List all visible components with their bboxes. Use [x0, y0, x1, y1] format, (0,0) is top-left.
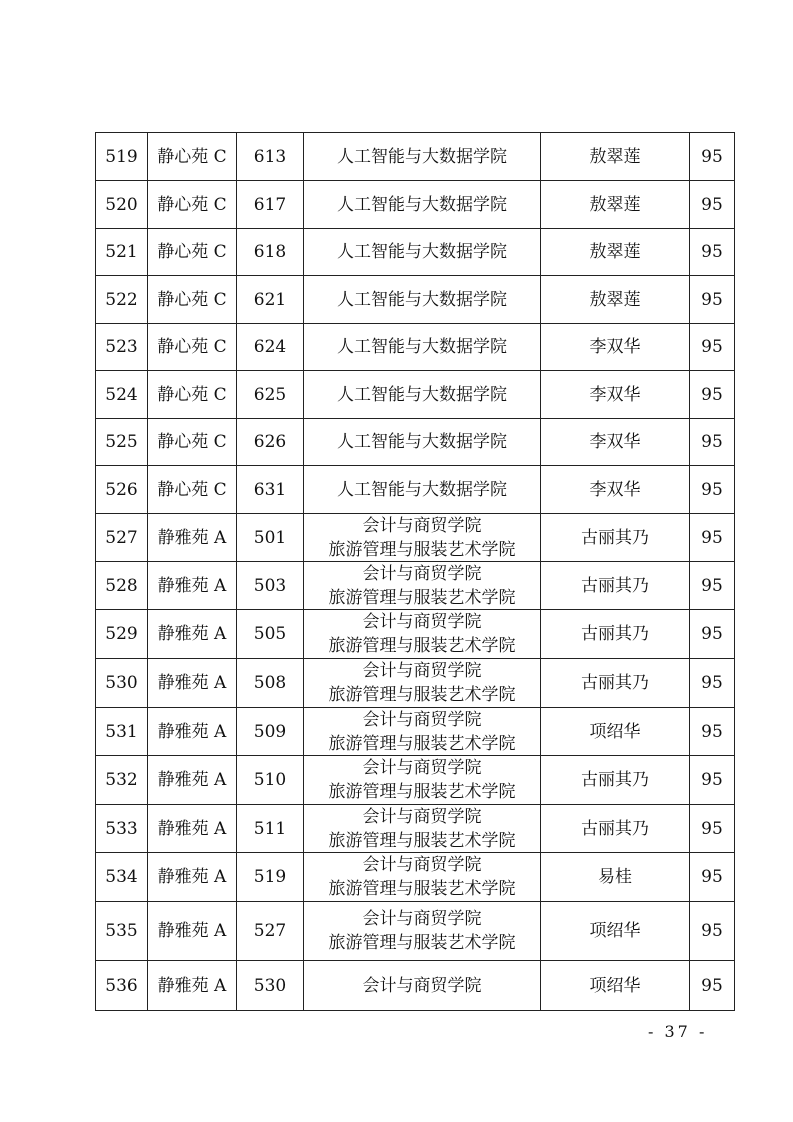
score-cell: 95 [690, 181, 735, 229]
department-name: 会计与商贸学院 [362, 709, 482, 730]
row-number-cell: 536 [96, 961, 148, 1011]
department-name: 会计与商贸学院 [362, 855, 482, 875]
department-name: 旅游管理与服装艺术学院 [328, 830, 516, 851]
department-cell [304, 276, 541, 324]
department-name: 会计与商贸学院 [362, 612, 482, 632]
manager-cell: 易桂 [541, 853, 690, 902]
department-name: 旅游管理与服装艺术学院 [328, 782, 516, 802]
row-number-cell: 526 [96, 466, 148, 514]
row-number-cell: 522 [96, 276, 148, 324]
department-cell [304, 419, 541, 466]
score-cell: 95 [690, 276, 735, 324]
department-cell [304, 708, 541, 756]
score-cell: 95 [690, 229, 735, 276]
room-cell: 505 [237, 610, 304, 659]
row-number-cell: 524 [96, 371, 148, 419]
manager-cell: 古丽其乃 [541, 756, 690, 805]
manager-cell: 敖翠莲 [541, 229, 690, 276]
table-row [96, 276, 735, 324]
department-cell [304, 466, 541, 514]
manager-cell: 项绍华 [541, 708, 690, 756]
score-cell: 95 [690, 961, 735, 1011]
table-row [96, 961, 735, 1011]
score-cell: 95 [690, 514, 735, 562]
score-cell: 95 [690, 853, 735, 902]
table-row [96, 229, 735, 276]
table-row [96, 371, 735, 419]
department-cell [304, 514, 541, 562]
department-cell [304, 756, 541, 805]
department-name: 会计与商贸学院 [362, 661, 482, 681]
room-cell: 509 [237, 708, 304, 756]
building-cell: 静雅苑 A [148, 514, 237, 562]
building-cell: 静雅苑 A [148, 853, 237, 902]
dormitory-score-table [95, 132, 735, 1011]
department-name: 旅游管理与服装艺术学院 [328, 733, 516, 754]
room-cell: 624 [237, 324, 304, 371]
score-cell: 95 [690, 756, 735, 805]
manager-cell: 李双华 [541, 419, 690, 466]
score-cell: 95 [690, 419, 735, 466]
table-row [96, 902, 735, 961]
manager-cell: 李双华 [541, 371, 690, 419]
table-row [96, 324, 735, 371]
room-cell: 631 [237, 466, 304, 514]
room-cell: 519 [237, 853, 304, 902]
department-name: 旅游管理与服装艺术学院 [328, 636, 516, 656]
room-cell: 618 [237, 229, 304, 276]
score-cell: 95 [690, 902, 735, 961]
department-name: 人工智能与大数据学院 [337, 384, 507, 405]
room-cell: 527 [237, 902, 304, 961]
department-cell [304, 371, 541, 419]
score-cell: 95 [690, 133, 735, 181]
table-row [96, 514, 735, 562]
row-number-cell: 530 [96, 659, 148, 708]
room-cell: 626 [237, 419, 304, 466]
department-name: 旅游管理与服装艺术学院 [328, 933, 516, 953]
room-cell: 501 [237, 514, 304, 562]
row-number-cell: 525 [96, 419, 148, 466]
department-name: 旅游管理与服装艺术学院 [328, 539, 516, 560]
score-cell: 95 [690, 371, 735, 419]
manager-cell: 项绍华 [541, 902, 690, 961]
manager-cell: 敖翠莲 [541, 133, 690, 181]
department-cell [304, 133, 541, 181]
room-cell: 511 [237, 805, 304, 853]
building-cell: 静心苑 C [148, 371, 237, 419]
manager-cell: 李双华 [541, 466, 690, 514]
department-cell [304, 610, 541, 659]
score-cell: 95 [690, 708, 735, 756]
row-number-cell: 531 [96, 708, 148, 756]
row-number-cell: 535 [96, 902, 148, 961]
building-cell: 静雅苑 A [148, 756, 237, 805]
row-number-cell: 521 [96, 229, 148, 276]
manager-cell: 项绍华 [541, 961, 690, 1011]
table-body [96, 133, 735, 1011]
building-cell: 静雅苑 A [148, 562, 237, 610]
department-name: 会计与商贸学院 [362, 563, 482, 584]
department-name: 人工智能与大数据学院 [337, 194, 507, 215]
room-cell: 621 [237, 276, 304, 324]
table-row [96, 853, 735, 902]
building-cell: 静心苑 C [148, 466, 237, 514]
room-cell: 530 [237, 961, 304, 1011]
department-cell [304, 961, 541, 1011]
department-name: 会计与商贸学院 [362, 806, 482, 827]
department-name: 旅游管理与服装艺术学院 [328, 587, 516, 608]
table-row [96, 562, 735, 610]
manager-cell: 敖翠莲 [541, 276, 690, 324]
department-name: 会计与商贸学院 [362, 975, 482, 996]
row-number-cell: 529 [96, 610, 148, 659]
row-number-cell: 532 [96, 756, 148, 805]
building-cell: 静心苑 C [148, 276, 237, 324]
manager-cell: 古丽其乃 [541, 562, 690, 610]
department-cell [304, 805, 541, 853]
manager-cell: 古丽其乃 [541, 805, 690, 853]
table-row [96, 708, 735, 756]
building-cell: 静雅苑 A [148, 708, 237, 756]
manager-cell: 古丽其乃 [541, 659, 690, 708]
room-cell: 613 [237, 133, 304, 181]
building-cell: 静心苑 C [148, 229, 237, 276]
department-cell [304, 902, 541, 961]
department-name: 人工智能与大数据学院 [337, 146, 507, 167]
room-cell: 508 [237, 659, 304, 708]
building-cell: 静雅苑 A [148, 961, 237, 1011]
building-cell: 静心苑 C [148, 133, 237, 181]
building-cell: 静雅苑 A [148, 659, 237, 708]
building-cell: 静雅苑 A [148, 902, 237, 961]
department-name: 会计与商贸学院 [362, 515, 482, 536]
department-cell [304, 853, 541, 902]
department-name: 会计与商贸学院 [362, 909, 482, 929]
row-number-cell: 520 [96, 181, 148, 229]
department-name: 会计与商贸学院 [362, 758, 482, 778]
room-cell: 510 [237, 756, 304, 805]
row-number-cell: 528 [96, 562, 148, 610]
manager-cell: 敖翠莲 [541, 181, 690, 229]
department-cell [304, 324, 541, 371]
room-cell: 625 [237, 371, 304, 419]
manager-cell: 李双华 [541, 324, 690, 371]
row-number-cell: 527 [96, 514, 148, 562]
score-cell: 95 [690, 805, 735, 853]
manager-cell: 古丽其乃 [541, 514, 690, 562]
table-row [96, 181, 735, 229]
table-row [96, 133, 735, 181]
page-number: - 37 - [648, 1022, 708, 1041]
table-row [96, 805, 735, 853]
score-cell: 95 [690, 324, 735, 371]
row-number-cell: 519 [96, 133, 148, 181]
department-name: 人工智能与大数据学院 [337, 432, 507, 452]
score-cell: 95 [690, 610, 735, 659]
building-cell: 静心苑 C [148, 419, 237, 466]
manager-cell: 古丽其乃 [541, 610, 690, 659]
department-name: 人工智能与大数据学院 [337, 337, 507, 357]
building-cell: 静雅苑 A [148, 805, 237, 853]
department-name: 人工智能与大数据学院 [337, 289, 507, 310]
score-cell: 95 [690, 466, 735, 514]
table-row [96, 756, 735, 805]
room-cell: 503 [237, 562, 304, 610]
row-number-cell: 533 [96, 805, 148, 853]
room-cell: 617 [237, 181, 304, 229]
department-name: 旅游管理与服装艺术学院 [328, 879, 516, 899]
table-row [96, 610, 735, 659]
department-cell [304, 229, 541, 276]
score-cell: 95 [690, 659, 735, 708]
department-name: 旅游管理与服装艺术学院 [328, 685, 516, 705]
department-name: 人工智能与大数据学院 [337, 242, 507, 262]
table-row [96, 419, 735, 466]
department-cell [304, 659, 541, 708]
department-cell [304, 181, 541, 229]
department-name: 人工智能与大数据学院 [337, 479, 507, 500]
row-number-cell: 523 [96, 324, 148, 371]
department-cell [304, 562, 541, 610]
building-cell: 静心苑 C [148, 181, 237, 229]
table-row [96, 466, 735, 514]
building-cell: 静雅苑 A [148, 610, 237, 659]
building-cell: 静心苑 C [148, 324, 237, 371]
table-row [96, 659, 735, 708]
score-cell: 95 [690, 562, 735, 610]
row-number-cell: 534 [96, 853, 148, 902]
